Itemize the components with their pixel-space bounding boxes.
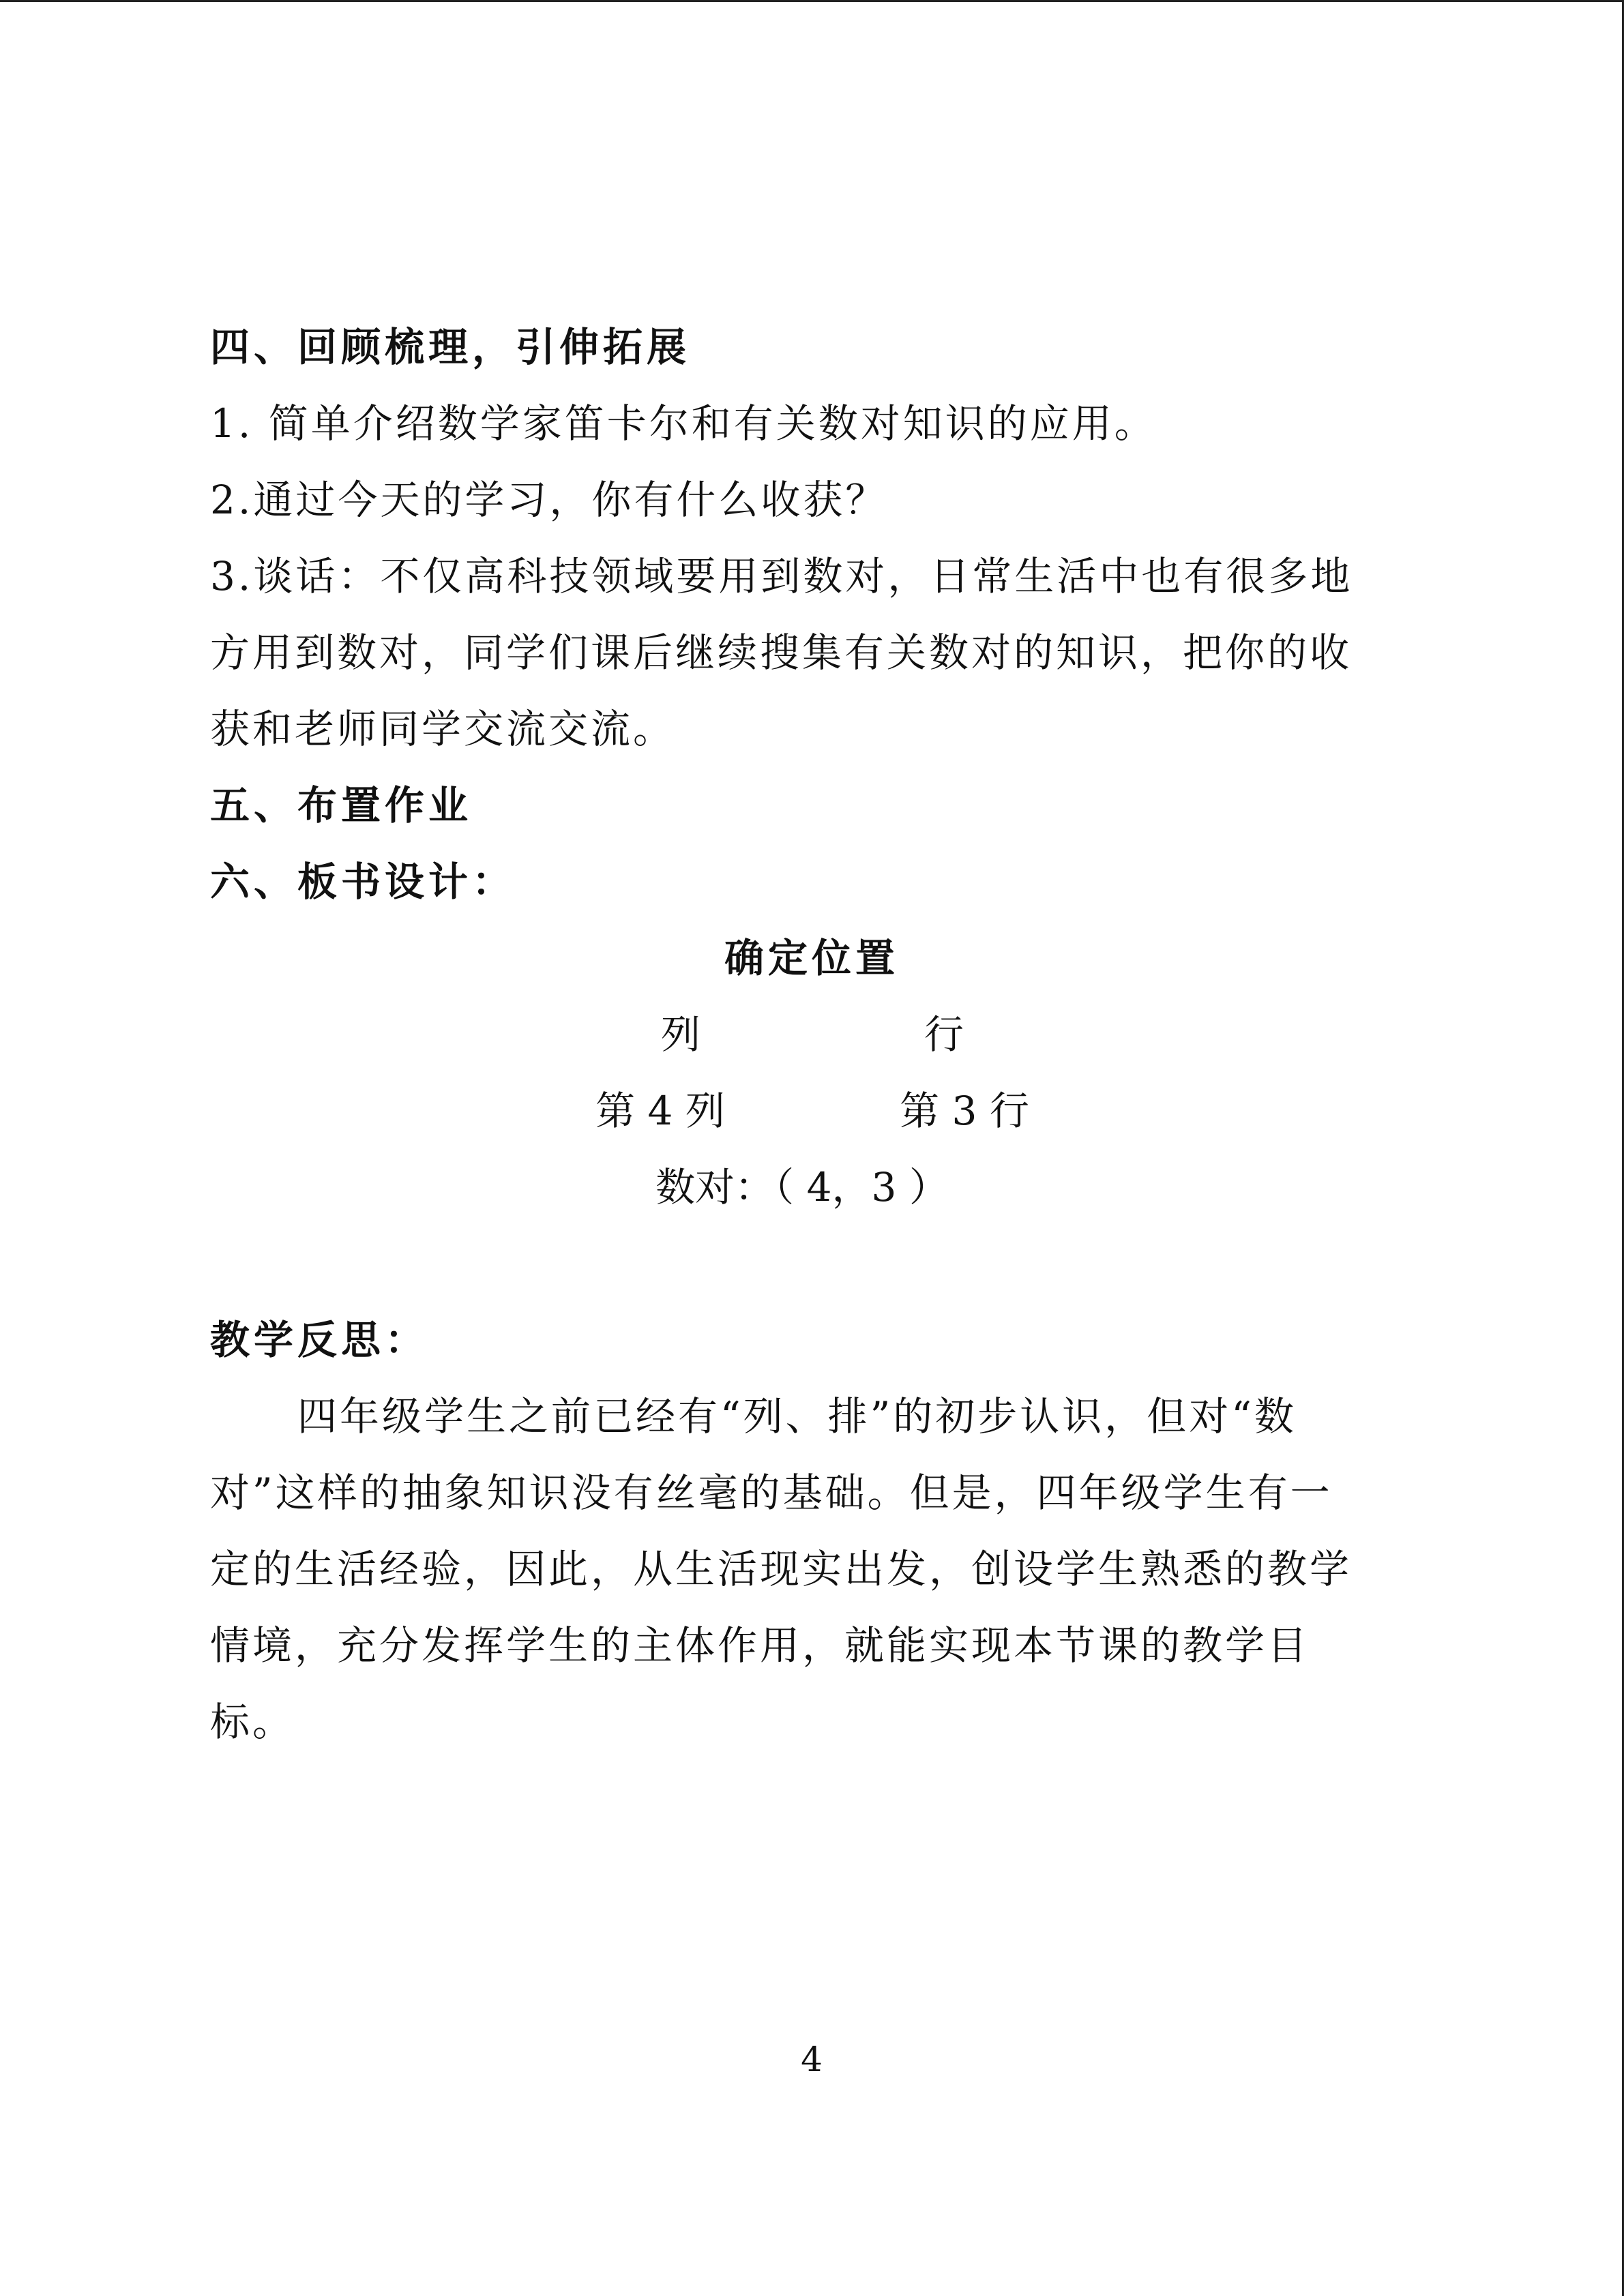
board-column-value: 第 4 列	[595, 1088, 725, 1134]
section-heading-review: 四、回顾梳理，引伸拓展	[210, 324, 691, 370]
review-item-3-line-2: 方用到数对，同学们课后继续搜集有关数对的知识，把你的收	[210, 629, 1353, 676]
section-heading-reflection: 教学反思：	[210, 1317, 429, 1363]
reflection-line-5: 标。	[210, 1699, 295, 1745]
reflection-line-2: 对”这样的抽象知识没有丝毫的基础。但是，四年级学生有一	[210, 1470, 1333, 1516]
board-row-value: 第 3 行	[900, 1088, 1029, 1134]
reflection-line-1: 四年级学生之前已经有“列、排”的初步认识，但对“数	[297, 1393, 1297, 1440]
page-border-top	[0, 0, 1624, 2]
reflection-line-4: 情境，充分发挥学生的主体作用，就能实现本节课的教学目	[210, 1622, 1310, 1669]
review-item-2: 2.通过今天的学习，你有什么收获？	[210, 477, 888, 523]
board-title: 确定位置	[724, 935, 900, 981]
review-item-3-line-1: 3.谈话：不仅高科技领域要用到数对，日常生活中也有很多地	[210, 553, 1353, 599]
section-heading-board-design: 六、板书设计：	[210, 859, 516, 905]
board-column-label: 列	[660, 1011, 701, 1058]
board-number-pair: 数对：（ 4，3 ）	[655, 1164, 949, 1210]
review-item-1: 1. 简单介绍数学家笛卡尔和有关数对知识的应用。	[210, 400, 1157, 447]
review-item-3-line-3: 获和老师同学交流交流。	[210, 706, 676, 752]
page-number: 4	[801, 2040, 823, 2079]
board-row-label: 行	[924, 1011, 964, 1058]
section-heading-homework: 五、布置作业	[210, 782, 473, 829]
reflection-line-3: 定的生活经验，因此，从生活现实出发，创设学生熟悉的教学	[210, 1546, 1353, 1592]
